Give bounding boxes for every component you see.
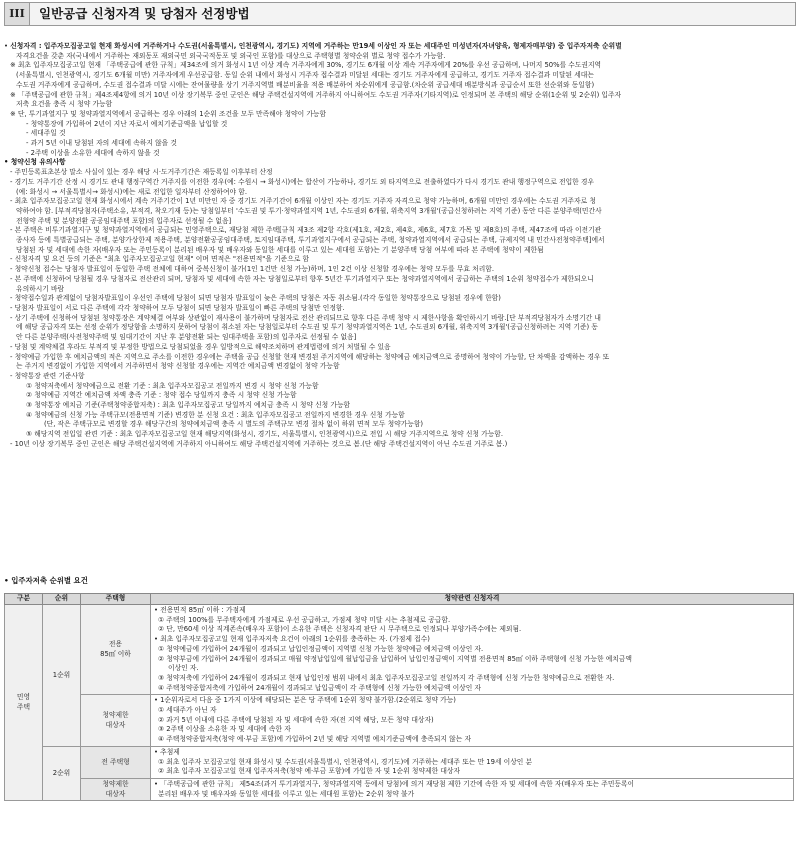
cell-line: ② 청약부금에 가입하여 24개월이 경과되고 매월 약정납입일에 월납입금을 납입하여 납입인정금액이 지역별 전용면적 85㎡ 이하 주택형에 신청 가능한 예치금액 [158,654,632,663]
para-line [4,42,794,52]
cell-line: • 전용면적 85㎡ 이하 : 가점제 [154,606,246,614]
qualification-cell [151,605,794,695]
para-line: ③ 청약통장 예치금 기준(주택청약종합저축) : 최초 입주자모집공고 당일까지 예치금 충족 시 청약 신청 가능함 [26,401,351,410]
table-row [5,695,794,747]
table-row [5,605,794,695]
cell-line: ③ 청약저축에 가입하여 24개월이 경과되고 현재 납입인정 범위 내에서 최초 입주자모집공고일 전일까지 각 주택형에 신청 가능한 청약예금으로 전환한 자. [158,673,615,682]
type-cell: 전 주택형 [81,746,151,778]
para-line: 약하여야 함. [부적격당첨자(주택소유, 부적격, 착오기재 등)는 당첨일부터 '수도권 및 투기·청약과열지역 1년, 수도권외 6개월, 위축지역 3개월'(공급신청하려는 지역 기준) 동안 다른 분양주택(민간사 [16,206,602,215]
cell-line: ① 세대주가 아닌 자 [158,706,217,715]
document-body [4,42,794,450]
para-line: 자격요건을 갖춘 자(국내에서 거주하는 재외동포 재외국민 외국국적동포 및 외국인 포함)를 대상으로 주택형별 청약순위 별로 청약 접수가 가능함. [16,51,446,60]
para-line: - 청약예금 가입한 후 예치금액의 적은 지역으로 주소를 이전한 경우에는 주택을 공급 신청할 현재 변경된 주거지역에 해당하는 청약예금 예치금액으로 증명하여 청약이 가능할, 단 차액을 감액하는 경우 또 [10,352,610,361]
requirements-table [4,593,794,801]
table-title-text: 입주자저축 순위별 요건 [11,576,88,585]
section-heading: • 청약신청 유의사항 [4,158,66,167]
para-line: 저축 요건을 충족 시 청약 가능함 [16,100,113,109]
cell-line: ① 주택의 100%를 무주택자에게 가점제로 우선 공급하고, 가점제 청약 미달 시는 추첨제로 공급함. [158,615,451,624]
cell-line: ② 최초 입주자 모집공고일 현재 입주자저축(청약 예·부금 포함)에 가입한 자 및 1순위 청약제한 대상자 [158,767,461,776]
bullet-icon: • [4,42,9,50]
cell-line: • 추첨제 [154,747,180,756]
qualification-cell [151,746,794,778]
para-line: - 상기 주택에 신청하여 당첨된 청약통장은 계약체결 여부와 상관없이 재사용이 불가하며 당첨자로 전산 관리되므로 향후 다른 주택 청약 시 제한사항을 확인하시기 바람.[단 부적격당첨자가 소명기간 내 [10,313,601,322]
qualification-cell [151,695,794,747]
para-line: - 본 주택은 비투기과열지구 및 청약과열지역에서 공급되는 민영주택으로, 재당첨 제한 주택[규칙 제3조 제2항 각호(제1호, 제2호, 제4호, 제6호, 제7호 가목 및 제8호)의 주택, 제47조에 따라 이전기관 [10,226,602,235]
cell-line: ② 과거 5년 이내에 다른 주택에 당첨된 자 및 세대에 속한 자(전 지역 해당, 모든 청약 대상자) [158,715,434,724]
cell-line: ④ 주택청약종합저축에 가입하여 24개월이 경과되고 납입금액이 각 주택형에 신청 가능한 예치금액 이상인 자 [158,683,481,692]
section-label: 신청자격 : 입주자모집공고일 현재 화성시에 거주하거나 수도권(서울특별시, 인천광역시, 경기도) 지역에 거주하는 만19세 이상인 자 또는 세대주인 미성년자(자녀양육, 형제자매부양) 중 입주자저축 순위별 [10,42,622,50]
section-title: 일반공급 신청자격 및 당첨자 선정방법 [39,6,250,21]
type-cell: 청약제한 대상자 [81,778,151,800]
rank-cell: 1순위 [43,605,81,747]
para-line: ※ 「주택공급에 관한 규칙」제4조제4항에 의거 10년 이상 장기복무 중인 군인은 해당 주택건설지역에 거주하지 아니하여도 수도권 거주자(기타지역)로 인정되며 본 주택의 해당 순위(1순위 및 2순위) 입주자 [10,90,622,99]
para-line: 수도권 거주자에게 공급하며, 수도권 접수결과 미달 시에는 잔여물량을 상기 거주지역별 배분비율을 적용 배분하여 차순위에게 공급함.(차순위 공급세대 배분방식과 공급순서 또한 선순위와 동일함) [16,80,595,89]
para-line: - 신청자격 및 요건 등의 기준은 "최초 입주자모집공고일 현재" 이며 면적은 "전용면적"을 기준으로 함 [10,255,310,264]
cell-line: • 「주택공급에 관한 규칙」 제54조(과거 투기과열지구, 청약과열지역 등에서 당첨)에 의거 재당첨 제한 기간에 속한 자 및 세대에 속한 자(배우자 또는 주민등록이 [154,779,635,788]
table-row [5,778,794,800]
para-line: - 10년 이상 장기복무 중인 군인은 해당 주택건설지역에 거주하지 아니하여도 해당 주택건설지역에 거주하는 것으로 봄.(단 해당 주택건설지역이 아닌 수도권 거주로 봄.) [10,439,508,448]
col-header: 청약관련 신청자격 [151,594,794,605]
para-line: 종사자 등에 특별공급되는 주택, 분양가상한제 적용주택, 분양전환공공임대주택, 토지임대주택, 투기과열지구에서 공급되는 주택, 청약과열지역에서 공급되는 주택, 규제지역 내 민간사전청약주택]에서 [16,236,605,245]
para-line: (단, 작은 주택규모로 변경할 경우 해당구간의 청약예치금액 충족 시 별도의 주택규모 변경 절차 없이 하위 면적 모두 청약가능함) [44,420,424,429]
para-line: - 청약통장에 가입하여 2년이 지난 자로서 예치기준금액을 납입할 것 [26,119,228,128]
table-title: • 입주자저축 순위별 요건 [4,576,88,585]
para-line: ④ 청약예금의 신청 가능 주택규모(전용면적 기준) 변경한 분 신청 요건 : 최초 입주자모집공고 전일까지 변경한 경우 신청 가능함 [26,410,405,419]
para-line: - 청약접수일과 관계없이 당첨자발표일이 우선인 주택에 당첨이 되면 당첨자 발표일이 늦은 주택의 당첨은 자동 취소됨.(각각 동일한 청약통장으로 당첨된 경우에 한함) [10,294,501,303]
para-line: 에 해당 공급자격 또는 선정 순위가 정당함을 소명하지 못하여 당첨이 취소된 자는 당첨일로부터 수도권 및 투기 청약과열지역은 1년, 수도권외 6개월, 위축지역 3개월'(공급신청하려는 지역 기준) 동 [16,323,598,332]
para-line: - 세대주일 것 [26,129,66,138]
cell-line: 이상인 자. [168,664,199,673]
para-line: - 청약통장 관련 기준사항 [10,371,85,380]
table-header-row [5,594,794,605]
para-line: ① 청약저축에서 청약예금으로 전환 기준 : 최초 입주자모집공고 전일까지 변경 시 청약 신청 가능함 [26,381,319,390]
para-line: 당첨된 자 및 세대에 속한 자(배우자 또는 주민등록이 분리된 배우자 및 배우자와 동일한 세대를 이루고 있는 세대원 포함)는 기 분양주택 당첨 여부에 따라 본 주택에 청약이 제한됨 [16,245,544,254]
para-line: - 과거 5년 이내 당첨된 자의 세대에 속하지 않을 것 [26,139,177,148]
section-header [4,2,796,26]
para-line: 유의하시기 바람 [16,284,65,293]
table-row [5,746,794,778]
cell-line: ③ 2주택 이상을 소유한 자 및 세대에 속한 자 [158,725,291,734]
group-cell: 민영 주택 [5,605,43,801]
para-line: ② 청약예금 지역간 예치금액 차액 충족 기준 : 청약 접수 당일까지 충족 시 청약 신청 가능함 [26,391,297,400]
cell-line: 분리된 배우자 및 배우자와 동일한 세대를 이루고 있는 세대원 포함)는 2순위 청약 불가 [158,789,415,798]
cell-line: • 1순위자로서 다음 중 1가지 이상에 해당되는 분은 당 주택에 1순위 청약 불가함.(2순위로 청약 가능) [154,696,456,705]
cell-line: ④ 주택청약종합저축(청약 예·부금 포함)에 가입하여 2년 및 해당 지역별 예치기준금액에 충족되지 않는 자 [158,735,472,744]
col-header: 순위 [43,594,81,605]
para-line: - 당첨자 발표일이 서로 다른 주택에 각각 청약하여 모두 당첨이 되면 당첨자 발표일이 빠른 주택의 당첨만 인정함. [10,303,345,312]
cell-line: ① 청약예금에 가입하여 24개월이 경과되고 납입인정금액이 지역별 신청 가능한 청약예금 예치금액 이상인 자. [158,644,484,653]
para-line: - 본 주택에 신청하여 당첨될 경우 당첨자로 전산관리 되며, 당첨자 및 세대에 속한 자는 당첨일로부터 향후 5년간 투기과열지구 또는 청약과열지역에서 공급하는 주택의 1순위 청약접수가 제한되오니 [10,274,594,283]
para-line: ※ 단, 투기과열지구 및 청약과열지역에서 공급하는 경우 아래의 1순위 조건을 모두 만족해야 청약이 가능함 [10,109,327,118]
para-line: - 경기도 거주기간 산정 시 경기도 관내 행정구역간 거주지를 이전한 경우(예: 수원시 → 화성시)에는 합산이 가능하나, 경기도 외 타지역으로 전출하였다가 다시 경기도 관내 행정구역으로 전입한 경우 [10,177,595,186]
para-line: 는 주거지 변경없이 가입한 지역에서 거주하면서 청약 신청할 경우에는 지역간 예치금액 변경없이 청약 가능함 [16,362,340,371]
para-line: - 주민등록표초본상 말소 사실이 있는 경우 해당 시·도거주기간은 재등록일 이후부터 산정 [10,168,273,177]
col-header: 구분 [5,594,43,605]
para-line: ※ 최초 입주자모집공고일 현재 「주택공급에 관한 규칙」제34조에 의거 화성시 1년 이상 계속 거주자에게 30%, 경기도 6개월 이상 계속 거주자에게 20%를 우선 공급하며, 나머지 50%를 수도권지역 [10,61,602,70]
cell-line: ② 단, 만60세 이상 직계존속(배우자 포함)이 소유한 주택은 신청자격 판단 시 무주택으로 인정되나 부양가족수에는 제외됨. [158,625,522,634]
para-line: - 청약신청 접수는 당첨자 발표일이 동일한 주택 전체에 대하여 중복신청이 불가(1인 1건만 신청 가능)하며, 1인 2건 이상 신청할 경우에는 청약 모두를 무효 처리함. [10,265,494,274]
para-line: - 최초 입주자모집공고일 현재 화성시에서 계속 거주기간이 1년 미만인 자 중 경기도 거주기간이 6개월 이상인 자는 경기도 거주자 자격으로 청약 가능하며, 6개월 미만인 경우에는 수도권 거주자로 청 [10,197,596,206]
para-line: - 2주택 이상을 소유한 세대에 속하지 않을 것 [26,148,160,157]
type-cell: 전용 85㎡ 이하 [81,605,151,695]
rank-cell: 2순위 [43,746,81,801]
para-line: 안 다른 분양주택(사전청약주택 및 임대기간이 지난 후 분양전환 되는 임대주택을 포함)의 입주자로 선정될 수 없음] [16,333,357,342]
section-label: 청약신청 유의사항 [10,158,66,167]
para-line: (예: 화성시 → 서울특별시→ 화성시)에는 새로 전입한 일자부터 산정하여야 함. [16,187,247,196]
type-cell: 청약제한 대상자 [81,695,151,747]
qualification-cell [151,778,794,800]
section-number: III [5,3,30,25]
para-line: ⑤ 해당지역 전입일 관련 기준 : 최초 입주자모집공고일 현재 해당지역(화성시, 경기도, 서울특별시, 인천광역시)으로 전입 시 해당 거주지역으로 청약 신청 가능함. [26,430,504,439]
cell-line: • 최초 입주자모집공고일 현재 입주자저축 요건이 아래의 1순위를 충족하는 자. (가점제 접수) [154,635,430,644]
para-line: 전형약 주택 및 분양전환 공공임대주택 포함)의 입주자로 선정될 수 없음] [16,216,232,225]
para-line: (서울특별시, 인천광역시, 경기도 6개월 미만) 거주자에게 우선공급함. 동일 순위 내에서 화성시 거주자 접수결과 미달된 세대는 경기도 거주자에게 공급하고, 경기도 거주자 접수결과 미달된 세대는 [16,71,594,80]
cell-line: ① 최초 입주자 모집공고일 현재 화성시 및 수도권(서울특별시, 인천광역시, 경기도)에 거주하는 세대주 또는 만 19세 이상인 분 [158,757,533,766]
para-line: - 당첨 및 계약체결 후라도 부적격 및 부정한 방법으로 당첨되었을 경우 일방적으로 해약조치하며 관계법령에 의거 처벌될 수 있음 [10,342,391,351]
col-header: 주택형 [81,594,151,605]
